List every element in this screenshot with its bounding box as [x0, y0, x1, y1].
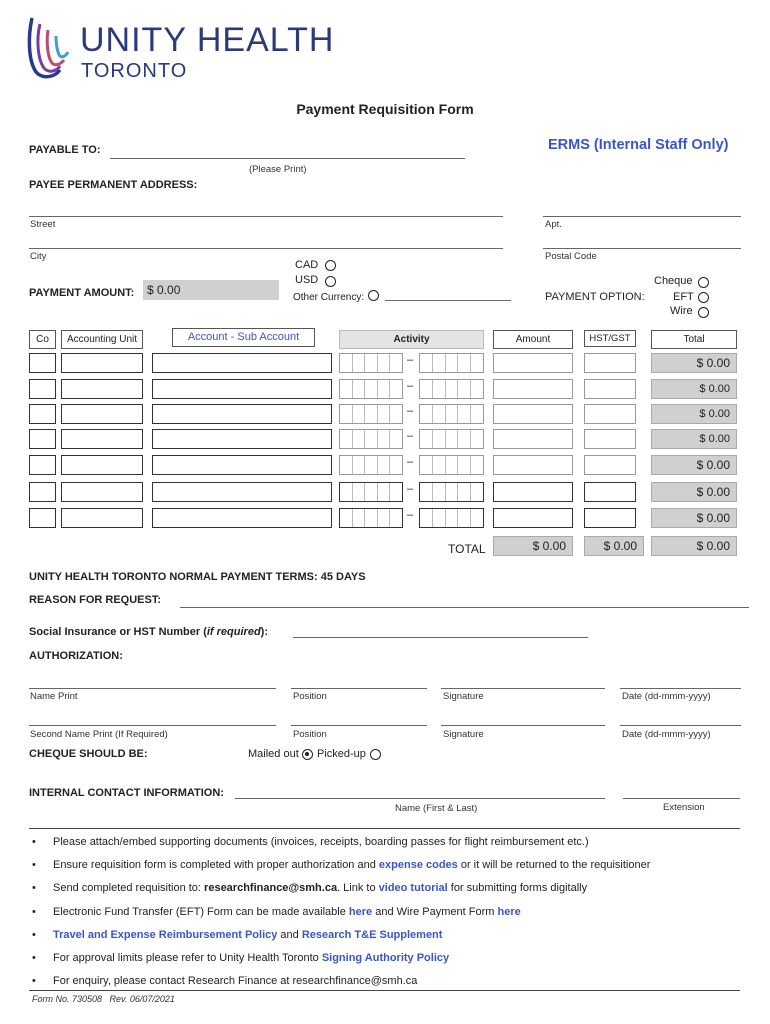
activity-right-input[interactable] [419, 429, 484, 449]
extension-field[interactable] [623, 798, 740, 799]
wire-label: Wire [670, 305, 693, 317]
sum-total: $ 0.00 [651, 536, 737, 556]
bullet-3-b: . Link to [337, 882, 379, 894]
bullet-4-a: Electronic Fund Transfer (EFT) Form can be made available [53, 906, 349, 918]
usd-label: USD [295, 274, 319, 286]
mailed-out-radio[interactable] [302, 749, 313, 760]
activity-dash: – [407, 483, 414, 495]
bullet-dot: • [32, 859, 36, 871]
eft-form-link[interactable]: here [348, 906, 373, 918]
bullet-3-c: for submitting forms digitally [447, 882, 588, 894]
bullet-dot: • [32, 952, 36, 964]
activity-right-input[interactable] [419, 379, 484, 399]
cheque-radio[interactable] [698, 277, 709, 288]
second-date-field[interactable] [620, 725, 741, 726]
bullet-3-text [53, 882, 587, 894]
co-input[interactable] [29, 404, 56, 424]
header-activity: Activity [339, 330, 484, 349]
amount-input[interactable] [493, 429, 573, 449]
apt-field[interactable] [543, 216, 741, 217]
header-total: Total [651, 330, 737, 349]
hst-input[interactable] [584, 482, 636, 502]
hst-input[interactable] [584, 455, 636, 475]
second-position-label: Position [293, 729, 327, 740]
second-name-field[interactable] [29, 725, 276, 726]
activity-dash: – [407, 354, 414, 366]
name-first-last-label: Name (First & Last) [395, 803, 478, 814]
bullet-7-text: For enquiry, please contact Research Finance at researchfinance@smh.ca [53, 975, 418, 987]
account-sub-input[interactable] [152, 508, 332, 528]
account-sub-input[interactable] [152, 429, 332, 449]
cheque-should-be-label: CHEQUE SHOULD BE: [29, 748, 148, 760]
row-total: $ 0.00 [651, 508, 737, 528]
activity-dash: – [407, 509, 414, 521]
city-field[interactable] [29, 248, 503, 249]
row-total: $ 0.00 [651, 482, 737, 502]
amount-input[interactable] [493, 353, 573, 373]
header-amount: Amount [493, 330, 573, 349]
account-sub-input[interactable] [152, 404, 332, 424]
account-sub-input[interactable] [152, 455, 332, 475]
payment-option-label: PAYMENT OPTION: [545, 291, 645, 303]
research-email: researchfinance@smh.ca [204, 882, 338, 894]
accounting-unit-input[interactable] [61, 508, 143, 528]
logo-line1: UNITY HEALTH [80, 21, 335, 59]
other-currency-radio[interactable] [368, 290, 379, 301]
eft-radio[interactable] [698, 292, 709, 303]
signing-authority-link[interactable]: Signing Authority Policy [321, 952, 450, 964]
co-input[interactable] [29, 429, 56, 449]
payee-address-label: PAYEE PERMANENT ADDRESS: [29, 179, 198, 191]
payment-amount-text: $ 0.00 [147, 283, 181, 297]
position-field[interactable] [291, 688, 427, 689]
hst-input[interactable] [584, 353, 636, 373]
account-sub-input[interactable] [152, 482, 332, 502]
activity-left-input[interactable] [339, 404, 403, 424]
activity-right-input[interactable] [419, 455, 484, 475]
accounting-unit-input[interactable] [61, 379, 143, 399]
page-title: Payment Requisition Form [296, 101, 474, 117]
amount-input[interactable] [493, 482, 573, 502]
sin-field[interactable] [293, 637, 588, 638]
account-sub-input[interactable] [152, 379, 332, 399]
picked-up-radio[interactable] [370, 749, 381, 760]
extension-label: Extension [663, 802, 705, 813]
activity-right-input[interactable] [419, 353, 484, 373]
bullet-dot: • [32, 906, 36, 918]
payment-amount-label: PAYMENT AMOUNT: [29, 287, 135, 299]
payment-amount-value[interactable] [143, 280, 279, 300]
payable-to-field[interactable] [110, 158, 465, 159]
activity-left-input[interactable] [339, 379, 403, 399]
name-print-field[interactable] [29, 688, 276, 689]
wire-form-link[interactable]: here [497, 906, 521, 918]
accounting-unit-input[interactable] [61, 429, 143, 449]
activity-left-input[interactable] [339, 429, 403, 449]
erms-label: ERMS (Internal Staff Only) [548, 137, 729, 153]
hst-input[interactable] [584, 379, 636, 399]
cad-radio[interactable] [325, 260, 336, 271]
co-input[interactable] [29, 455, 56, 475]
header-co: Co [29, 330, 56, 349]
name-print-label: Name Print [30, 691, 78, 702]
activity-right-input[interactable] [419, 482, 484, 502]
bullet-dot: • [32, 882, 36, 894]
wire-radio[interactable] [698, 307, 709, 318]
bullet-dot: • [32, 836, 36, 848]
row-total: $ 0.00 [651, 353, 737, 373]
row-total: $ 0.00 [651, 379, 737, 399]
account-sub-input[interactable] [152, 353, 332, 373]
activity-dash: – [407, 430, 414, 442]
date-field[interactable] [620, 688, 741, 689]
other-currency-field[interactable] [385, 300, 511, 301]
header-accounting-unit: Accounting Unit [61, 330, 143, 349]
sum-hst: $ 0.00 [584, 536, 644, 556]
bullet-3-a: Send completed requisition to: [53, 882, 205, 894]
activity-dash: – [407, 405, 414, 417]
internal-contact-label: INTERNAL CONTACT INFORMATION: [29, 787, 224, 799]
bullet-6-a: For approval limits please refer to Unity Health Toronto [53, 952, 322, 964]
activity-dash: – [407, 456, 414, 468]
amount-input[interactable] [493, 404, 573, 424]
divider-bottom [29, 990, 740, 991]
second-signature-field[interactable] [441, 725, 605, 726]
accounting-unit-input[interactable] [61, 404, 143, 424]
other-currency-label: Other Currency: [293, 292, 365, 303]
payable-to-label: PAYABLE TO: [29, 144, 101, 156]
postal-code-label: Postal Code [545, 251, 597, 262]
row-total: $ 0.00 [651, 404, 737, 424]
logo [26, 16, 366, 82]
amount-input[interactable] [493, 508, 573, 528]
row-total: $ 0.00 [651, 455, 737, 475]
accounting-unit-input[interactable] [61, 455, 143, 475]
video-tutorial-link[interactable]: video tutorial [378, 882, 448, 894]
bullet-5-text [53, 929, 442, 941]
second-name-label: Second Name Print (If Required) [30, 729, 168, 740]
city-label: City [30, 251, 47, 262]
activity-left-input[interactable] [339, 353, 403, 373]
co-input[interactable] [29, 353, 56, 373]
reason-label: REASON FOR REQUEST: [29, 594, 162, 606]
bullet-1-text: Please attach/embed supporting documents (invoices, receipts, boarding passes for flight reimbursement etc.) [53, 836, 589, 848]
signature-field[interactable] [441, 688, 605, 689]
travel-policy-link[interactable]: Travel and Expense Reimbursement Policy [53, 929, 278, 941]
reason-field[interactable] [180, 607, 749, 608]
research-te-link[interactable]: Research T&E Supplement [301, 929, 443, 941]
activity-dash: – [407, 380, 414, 392]
co-input[interactable] [29, 482, 56, 502]
activity-left-input[interactable] [339, 455, 403, 475]
amount-input[interactable] [493, 455, 573, 475]
bullet-2-text [53, 859, 650, 871]
logo-line2: TORONTO [81, 60, 188, 82]
apt-label: Apt. [545, 219, 562, 230]
bullet-6-text [53, 952, 449, 964]
street-field[interactable] [29, 216, 503, 217]
activity-left-input[interactable] [339, 482, 403, 502]
sin-prefix: Social Insurance or HST Number ( [29, 626, 207, 638]
hst-input[interactable] [584, 404, 636, 424]
date-label: Date (dd-mmm-yyyy) [622, 691, 711, 702]
sin-italic: if required [206, 626, 261, 638]
header-account-sub: Account - Sub Account [172, 328, 315, 347]
bullet-4-b: and Wire Payment Form [372, 906, 498, 918]
header-hst: HST/GST [584, 330, 636, 347]
sin-suffix: ): [260, 626, 268, 638]
cheque-label: Cheque [654, 275, 693, 287]
activity-right-input[interactable] [419, 508, 484, 528]
row-total: $ 0.00 [651, 429, 737, 449]
eft-label: EFT [673, 291, 694, 303]
co-input[interactable] [29, 379, 56, 399]
co-input[interactable] [29, 508, 56, 528]
bullet-4-text [53, 906, 521, 918]
expense-codes-link[interactable]: expense codes [378, 859, 458, 871]
second-signature-label: Signature [443, 729, 484, 740]
street-label: Street [30, 219, 56, 230]
usd-radio[interactable] [325, 276, 336, 287]
second-date-label: Date (dd-mmm-yyyy) [622, 729, 711, 740]
total-label: TOTAL [448, 542, 486, 556]
divider-top [29, 828, 740, 829]
hst-input[interactable] [584, 429, 636, 449]
bullet-5-a: and [277, 929, 302, 941]
accounting-unit-input[interactable] [61, 482, 143, 502]
accounting-unit-input[interactable] [61, 353, 143, 373]
activity-left-input[interactable] [339, 508, 403, 528]
authorization-label: AUTHORIZATION: [29, 650, 123, 662]
form-number: Form No. 730508 Rev. 06/07/2021 [32, 994, 175, 1004]
postal-code-field[interactable] [543, 248, 741, 249]
second-position-field[interactable] [291, 725, 427, 726]
amount-input[interactable] [493, 379, 573, 399]
payment-terms: UNITY HEALTH TORONTO NORMAL PAYMENT TERMS: 45 DAYS [29, 571, 366, 583]
bullet-dot: • [32, 929, 36, 941]
please-print-note: (Please Print) [249, 164, 307, 175]
sum-amount: $ 0.00 [493, 536, 573, 556]
bullet-2-b: or it will be returned to the requisitioner [457, 859, 651, 871]
bullet-dot: • [32, 975, 36, 987]
position-label: Position [293, 691, 327, 702]
contact-name-field[interactable] [235, 798, 605, 799]
picked-up-label: Picked-up [317, 748, 366, 760]
signature-label: Signature [443, 691, 484, 702]
mailed-out-label: Mailed out [248, 748, 299, 760]
cad-label: CAD [295, 259, 319, 271]
sin-label [29, 626, 268, 638]
hst-input[interactable] [584, 508, 636, 528]
activity-right-input[interactable] [419, 404, 484, 424]
logo-mark-icon [26, 16, 72, 80]
bullet-2-a: Ensure requisition form is completed with proper authorization and [53, 859, 379, 871]
